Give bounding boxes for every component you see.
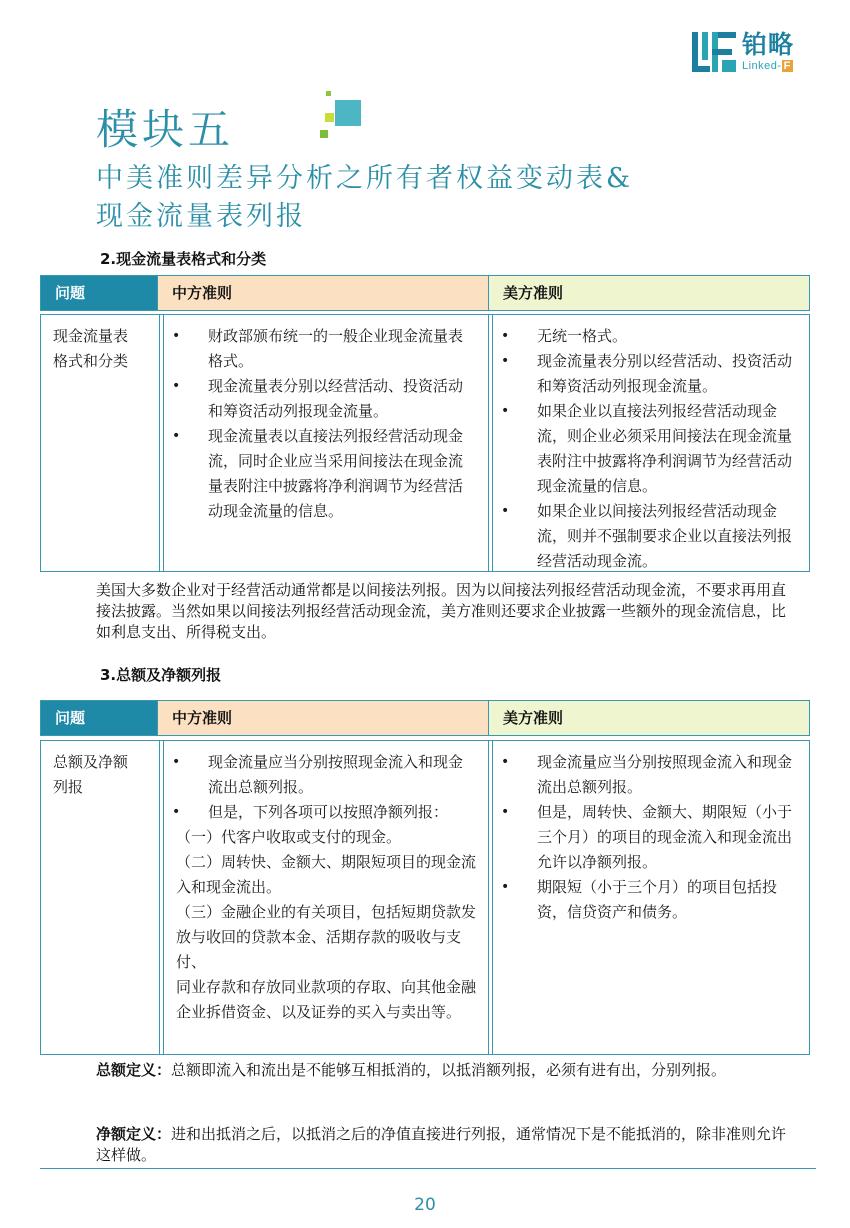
list-item: • 现金流量应当分别按照现金流入和现金流出总额列报。: [160, 750, 476, 800]
decor-square-green: [320, 130, 328, 138]
net-item: （一）代客户收取或支付的现金。: [176, 828, 402, 846]
table-row: [40, 314, 810, 572]
net-item: （三）金融企业的有关项目，包括短期贷款发放与收回的贷款本金、活期存款的吸收与支付、: [176, 903, 477, 971]
logo-english-text: Linked- F: [742, 60, 791, 72]
header-question: 问题: [41, 276, 157, 310]
list-item: • 无统一格式。: [489, 324, 797, 349]
chinese-standard-cell: [159, 315, 488, 571]
section-heading: 2.现金流量表格式和分类: [100, 250, 267, 268]
list-item: • 但是，下列各项可以按照净额列报：: [160, 800, 476, 825]
list-item: • 现金流量表分别以经营活动、投资活动和筹资活动列报现金流量。: [160, 374, 476, 424]
header-us-standard: 美方准则: [488, 276, 809, 310]
topic-cell: [41, 741, 159, 1054]
footer-divider: [40, 1168, 816, 1169]
module-title: 模块五: [96, 105, 235, 154]
table-header-row: [40, 275, 810, 311]
net-definition-label: 净额定义：: [96, 1125, 172, 1143]
list-item: • 财政部颁布统一的一般企业现金流量表格式。: [160, 324, 476, 374]
page-number: 20: [414, 1195, 436, 1215]
section-note: 美国大多数企业对于经营活动通常都是以间接法列报。因为以间接法列报经营活动现金流，不要求再用直接法披露。当然如果以间接法列报经营活动现金流，美方准则还要求企业披露一些额外的现金流信息，比如利息支出、所得税支出。: [96, 581, 787, 641]
net-item: （二）周转快、金额大、期限短项目的现金流入和现金流出。: [176, 853, 477, 896]
header-chinese-standard: 中方准则: [157, 276, 488, 310]
us-standard-cell: [488, 315, 809, 571]
decor-square-teal: [335, 100, 361, 126]
table-header-row: [40, 700, 810, 736]
list-item: • 但是，周转快、金额大、期限短（小于三个月）的项目的现金流入和现金流出允许以净额列报。: [489, 800, 797, 875]
comparison-table: [40, 275, 810, 573]
list-item: • 如果企业以直接法列报经营活动现金流，则企业必须采用间接法在现金流量表附注中披露将净利润调节为经营活动现金流量的信息。: [489, 399, 797, 499]
list-item: • 如果企业以间接法列报经营活动现金流，则并不强制要求企业以直接法列报经营活动现金流。: [489, 499, 797, 574]
header-question: 问题: [41, 701, 157, 735]
logo-mark-icon: [692, 32, 736, 72]
header-chinese-standard: 中方准则: [157, 701, 488, 735]
us-standard-cell: [488, 741, 809, 1054]
topic-line: 格式和分类: [53, 352, 129, 370]
decor-square-small-green: [326, 91, 331, 96]
net-definition: 净额定义：进和出抵消之后，以抵消之后的净值直接进行列报，通常情况下是不能抵消的，除非准则允许这样做。: [96, 1125, 787, 1164]
comparison-table: [40, 700, 810, 1056]
gross-definition: 总额定义：总额即流入和流出是不能够互相抵消的，以抵消额列报，必须有进有出，分别列报。: [96, 1061, 727, 1079]
chinese-standard-cell: [159, 741, 488, 1054]
subtitle-line-2: 现金流量表列报: [96, 201, 306, 232]
subtitle-line-1: 中美准则差异分析之所有者权益变动表&: [96, 163, 634, 194]
decor-square-yellow: [325, 113, 334, 122]
net-item: 同业存款和存放同业款项的存取、向其他金融企业拆借资金、以及证券的买入与卖出等。: [176, 978, 477, 1021]
topic-cell: [41, 315, 159, 571]
list-item: • 期限短（小于三个月）的项目包括投资，信贷资产和债务。: [489, 875, 797, 925]
list-item: • 现金流量表以直接法列报经营活动现金流，同时企业应当采用间接法在现金流量表附注中披露将净利润调节为经营活动现金流量的信息。: [160, 424, 476, 524]
topic-line: 总额及净额: [53, 753, 129, 771]
brand-logo: [692, 28, 822, 74]
table-row: [40, 740, 810, 1055]
gross-definition-label: 总额定义：: [96, 1061, 172, 1079]
topic-line: 列报: [53, 778, 84, 796]
logo-chinese-text: 铂略: [742, 30, 795, 59]
section-heading: 3.总额及净额列报: [100, 666, 222, 684]
list-item: • 现金流量表分别以经营活动、投资活动和筹资活动列报现金流量。: [489, 349, 797, 399]
list-item: • 现金流量应当分别按照现金流入和现金流出总额列报。: [489, 750, 797, 800]
header-us-standard: 美方准则: [488, 701, 809, 735]
topic-line: 现金流量表: [53, 327, 129, 345]
